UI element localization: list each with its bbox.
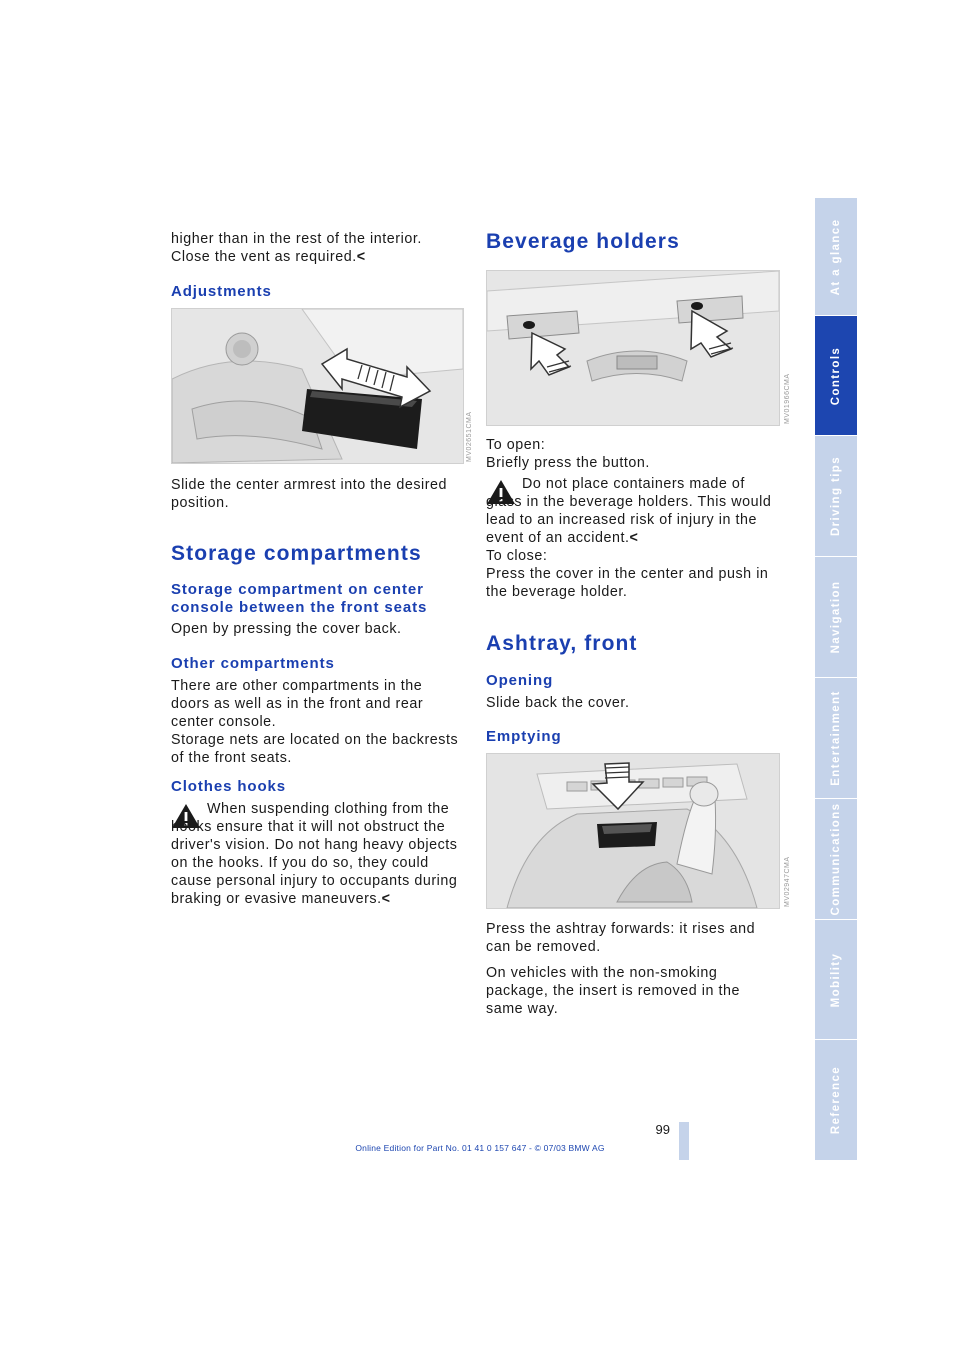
intro-paragraph: higher than in the rest of the interior. Close the vent as required.< (171, 231, 422, 265)
tab-mobility[interactable]: Mobility (815, 920, 857, 1040)
opening-text: Slide back the cover. (486, 695, 630, 711)
armrest-figure-code: MV02651CMA (466, 411, 473, 462)
left-column-lower (171, 476, 463, 512)
beverage-illustration (487, 271, 779, 425)
opening-block (486, 694, 780, 712)
adjustments-text: Slide the center armrest into the desired position. (171, 477, 448, 511)
tab-at-a-glance[interactable]: At a glance (815, 198, 857, 316)
end-mark: < (381, 891, 391, 907)
end-mark: < (356, 249, 366, 265)
clothes-hooks-heading: Clothes hooks (171, 778, 287, 795)
armrest-figure (171, 308, 464, 464)
other-compartments-text-1: There are other compartments in the doors as well as in the front and rear center console. (171, 678, 424, 730)
beverage-close-label: To close: (486, 548, 548, 564)
clothes-hooks-block (171, 800, 463, 908)
footer-edition-note: Online Edition for Part No. 01 41 0 157 647 - © 07/03 BMW AG (355, 1143, 605, 1153)
beverage-open-block (486, 436, 780, 472)
center-console-block (171, 620, 463, 638)
center-console-text: Open by pressing the cover back. (171, 621, 402, 637)
opening-heading: Opening (486, 672, 554, 689)
other-compartments-text-2: Storage nets are located on the backrests of the front seats. (171, 732, 459, 766)
clothes-hooks-warning: When suspending clothing from the hooks ensure that it will not obstruct the driver's vision. Do not hang heavy objects on the hooks. If you do so, they could cause personal injury to occupants during braking or evasive maneuvers.< (171, 801, 458, 907)
beverage-close-block (486, 547, 780, 601)
tab-entertainment[interactable]: Entertainment (815, 678, 857, 799)
ashtray-figure-code: MV02947CMA (784, 856, 791, 907)
beverage-open-text: Briefly press the button. (486, 455, 650, 471)
other-compartments-block (171, 677, 463, 767)
emptying-block (486, 920, 780, 1018)
beverage-figure-code: MV01966CMA (784, 373, 791, 424)
ashtray-illustration (487, 754, 779, 908)
other-compartments-heading: Other compartments (171, 655, 335, 672)
tab-reference[interactable]: Reference (815, 1040, 857, 1161)
tab-navigation[interactable]: Navigation (815, 557, 857, 678)
armrest-illustration (172, 309, 463, 463)
center-console-heading: Storage compartment on center console between the front seats (171, 581, 428, 616)
tab-communications[interactable]: Communications (815, 799, 857, 920)
beverage-figure (486, 270, 780, 426)
tab-driving-tips[interactable]: Driving tips (815, 436, 857, 557)
beverage-close-text: Press the cover in the center and push in the beverage holder. (486, 566, 769, 600)
ashtray-figure (486, 753, 780, 909)
ashtray-heading: Ashtray, front (486, 632, 638, 655)
page-number: 99 (655, 1122, 670, 1137)
adjustments-heading: Adjustments (171, 283, 272, 300)
beverage-open-label: To open: (486, 437, 546, 453)
beverage-holders-heading: Beverage holders (486, 230, 680, 253)
beverage-warning-block (486, 475, 780, 547)
page-number-bar (679, 1122, 689, 1160)
storage-heading: Storage compartments (171, 542, 422, 565)
emptying-text-2: On vehicles with the non-smoking package, the insert is removed in the same way. (486, 965, 740, 1017)
emptying-heading: Emptying (486, 728, 562, 745)
tab-controls[interactable]: Controls (815, 316, 857, 436)
emptying-text-1: Press the ashtray forwards: it rises and can be removed. (486, 921, 756, 955)
end-mark: < (629, 530, 639, 546)
beverage-warning: Do not place containers made of glass in the beverage holders. This would lead to an increased risk of injury in the event of an accident.< (486, 476, 772, 546)
